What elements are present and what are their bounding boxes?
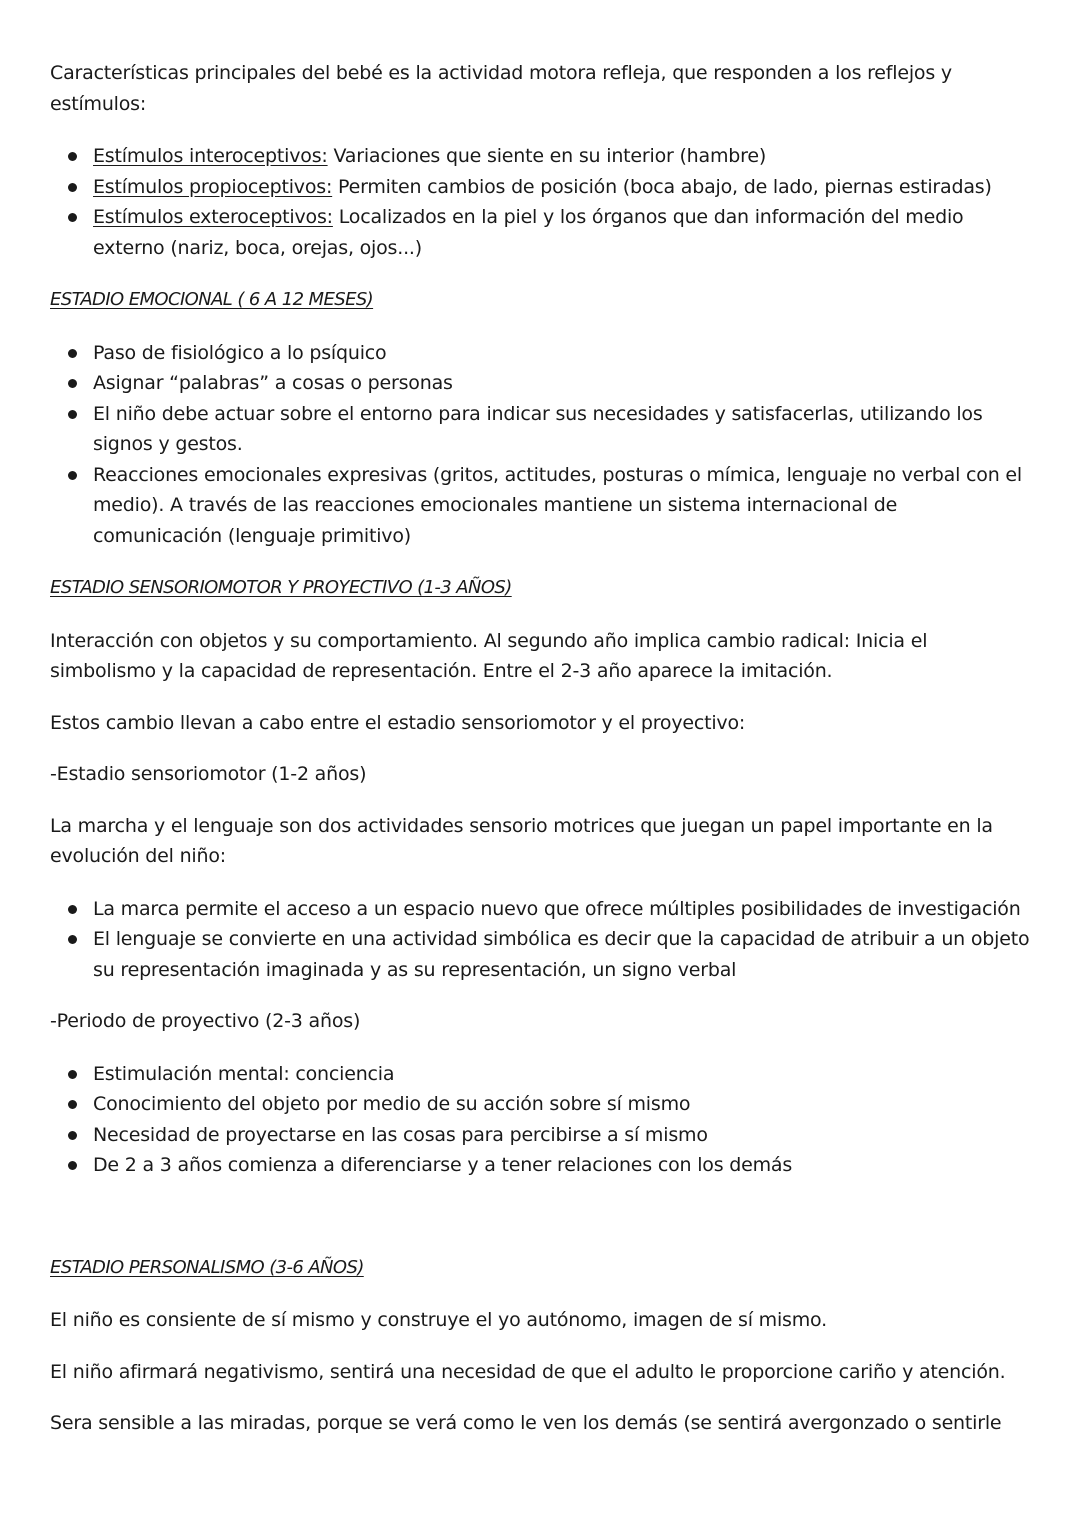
stimulus-term: Estímulos propioceptivos: — [93, 175, 333, 198]
stimuli-list — [50, 141, 1030, 263]
paragraph: Interacción con objetos y su comportamiento. Al segundo año implica cambio radical: Inicia el simbolismo y la capacidad de representación. Entre el 2-3 año aparece la imitación. — [50, 629, 928, 682]
list-item: El lenguaje se convierte en una actividad simbólica es decir que la capacidad de atribuir a un objeto su representación imaginada y as su representación, un signo verbal — [50, 924, 1030, 985]
list-item: Necesidad de proyectarse en las cosas para percibirse a sí mismo — [50, 1120, 1030, 1151]
list-item: Paso de fisiológico a lo psíquico — [50, 338, 1030, 369]
stimulus-term: Estímulos exteroceptivos: — [93, 206, 333, 228]
list-item: De 2 a 3 años comienza a diferenciarse y a tener relaciones con los demás — [50, 1150, 1030, 1181]
stimulus-desc: Variaciones que siente en su interior (hambre) — [327, 145, 767, 167]
list-item: Estimulación mental: conciencia — [50, 1059, 1030, 1090]
subheading: -Periodo de proyectivo (2-3 años) — [50, 1010, 361, 1032]
section-heading-sensoriomotor: ESTADIO SENSORIOMOTOR Y PROYECTIVO (1-3 AÑOS) — [50, 577, 512, 598]
list-item — [50, 141, 1030, 172]
list-item — [50, 202, 1030, 263]
list-item: El niño debe actuar sobre el entorno para indicar sus necesidades y satisfacerlas, utilizando los signos y gestos. — [50, 399, 1030, 460]
proyectivo-list — [50, 1059, 1030, 1181]
list-item: Asignar “palabras” a cosas o personas — [50, 368, 1030, 399]
intro-paragraph: Características principales del bebé es la actividad motora refleja, que responden a los reflejos y estímulos: — [50, 62, 952, 115]
list-item — [50, 172, 1030, 203]
stimulus-desc: Permiten cambios de posición (boca abajo, de lado, piernas estiradas) — [332, 175, 992, 198]
paragraph: El niño afirmará negativismo, sentirá una necesidad de que el adulto le proporcione cariño y atención. — [50, 1360, 1006, 1383]
sensoriomotor-list — [50, 894, 1030, 986]
paragraph: El niño es consiente de sí mismo y construye el yo autónomo, imagen de sí mismo. — [50, 1309, 827, 1331]
stimulus-term: Estímulos interoceptivos: — [93, 145, 328, 167]
subheading: -Estadio sensoriomotor (1-2 años) — [50, 763, 367, 785]
section-heading-emocional: ESTADIO EMOCIONAL ( 6 A 12 MESES) — [50, 289, 374, 310]
paragraph: Estos cambio llevan a cabo entre el estadio sensoriomotor y el proyectivo: — [50, 711, 746, 734]
list-item: Reacciones emocionales expresivas (gritos, actitudes, posturas o mímica, lenguaje no verbal con el medio). A través de las reacciones emocionales mantiene un sistema internacional de comunicación (lenguaje primitivo) — [50, 460, 1030, 552]
paragraph: Sera sensible a las miradas, porque se verá como le ven los demás (se sentirá avergonzado o sentirle — [50, 1412, 1002, 1434]
list-item: La marca permite el acceso a un espacio nuevo que ofrece múltiples posibilidades de investigación — [50, 894, 1030, 925]
list-item: Conocimiento del objeto por medio de su acción sobre sí mismo — [50, 1089, 1030, 1120]
paragraph: La marcha y el lenguaje son dos actividades sensorio motrices que juegan un papel importante en la evolución del niño: — [50, 814, 993, 867]
stimulus-desc: Localizados en la piel y los órganos que dan información del medio externo (nariz, boca, orejas, ojos...) — [93, 206, 964, 259]
section-heading-personalismo: ESTADIO PERSONALISMO (3-6 AÑOS) — [50, 1256, 364, 1278]
emocional-list — [50, 338, 1030, 552]
